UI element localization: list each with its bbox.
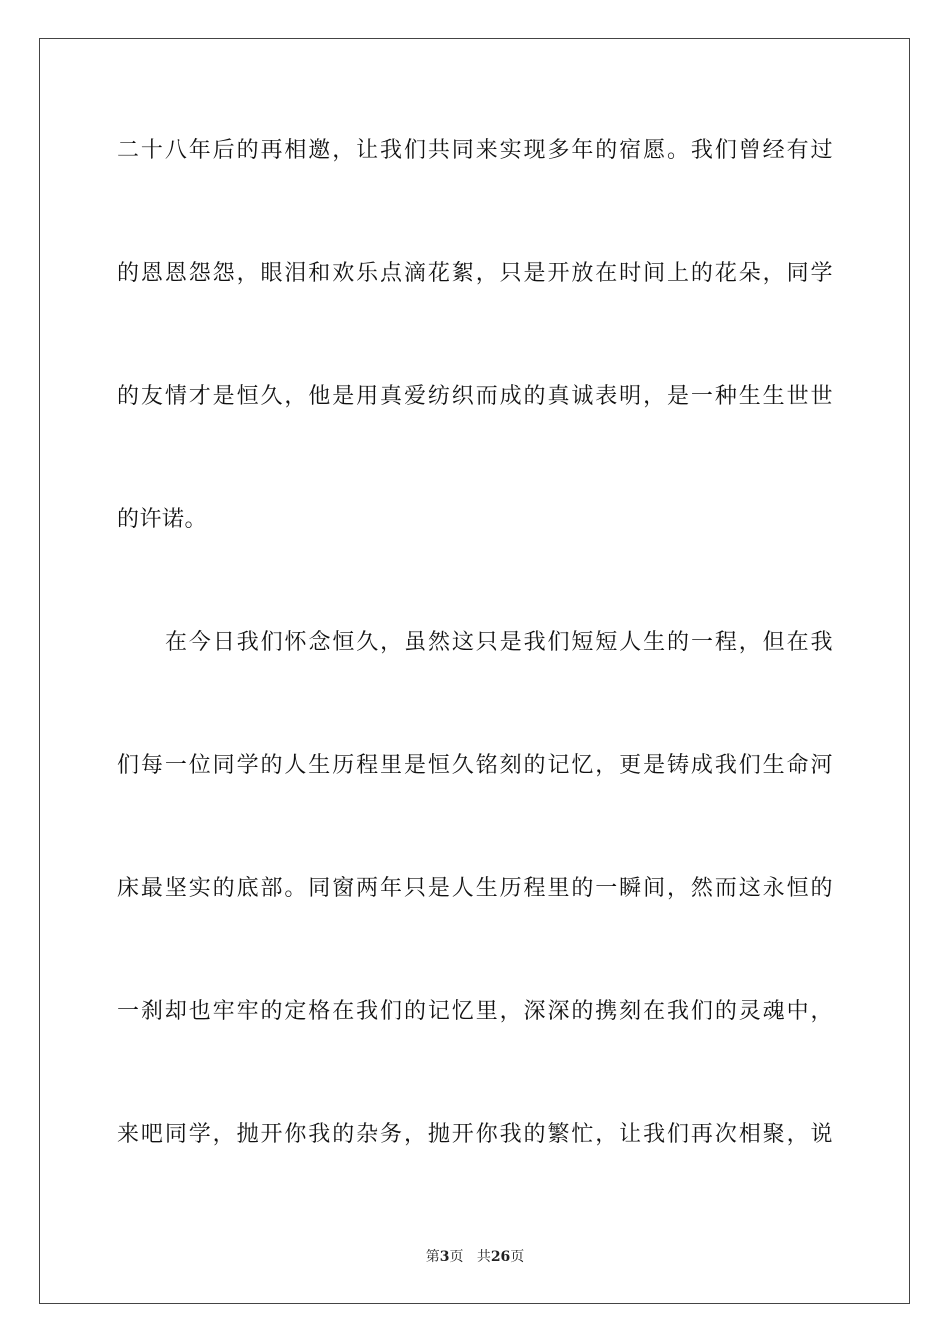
text-line: 二十八年后的再相邀，让我们共同来实现多年的宿愿。我们曾经有过 — [117, 138, 833, 163]
text-line: 一刹却也牢牢的定格在我们的记忆里，深深的携刻在我们的灵魂中， — [117, 999, 833, 1024]
text-line: 来吧同学，抛开你我的杂务，抛开你我的繁忙，让我们再次相聚，说 — [117, 1122, 833, 1147]
footer-page-suffix: 页 — [449, 1249, 464, 1265]
text-line: 床最坚实的底部。同窗两年只是人生历程里的一瞬间，然而这永恒的 — [117, 876, 833, 901]
footer-total-prefix: 共 — [476, 1249, 491, 1265]
page-border — [39, 38, 910, 1304]
text-line: 的许诺。 — [117, 507, 208, 532]
footer-page-number: 3 — [439, 1249, 450, 1265]
text-line: 的友情才是恒久，他是用真爱纺织而成的真诚表明，是一种生生世世 — [117, 384, 833, 409]
page-footer — [0, 1248, 950, 1266]
footer-total-pages: 26 — [490, 1249, 511, 1265]
text-line: 在今日我们怀念恒久，虽然这只是我们短短人生的一程，但在我 — [165, 630, 833, 655]
footer-total-suffix: 页 — [510, 1249, 525, 1265]
footer-page-prefix: 第 — [425, 1249, 440, 1265]
text-line: 们每一位同学的人生历程里是恒久铭刻的记忆，更是铸成我们生命河 — [117, 753, 833, 778]
text-line: 的恩恩怨怨，眼泪和欢乐点滴花絮，只是开放在时间上的花朵，同学 — [117, 261, 833, 286]
